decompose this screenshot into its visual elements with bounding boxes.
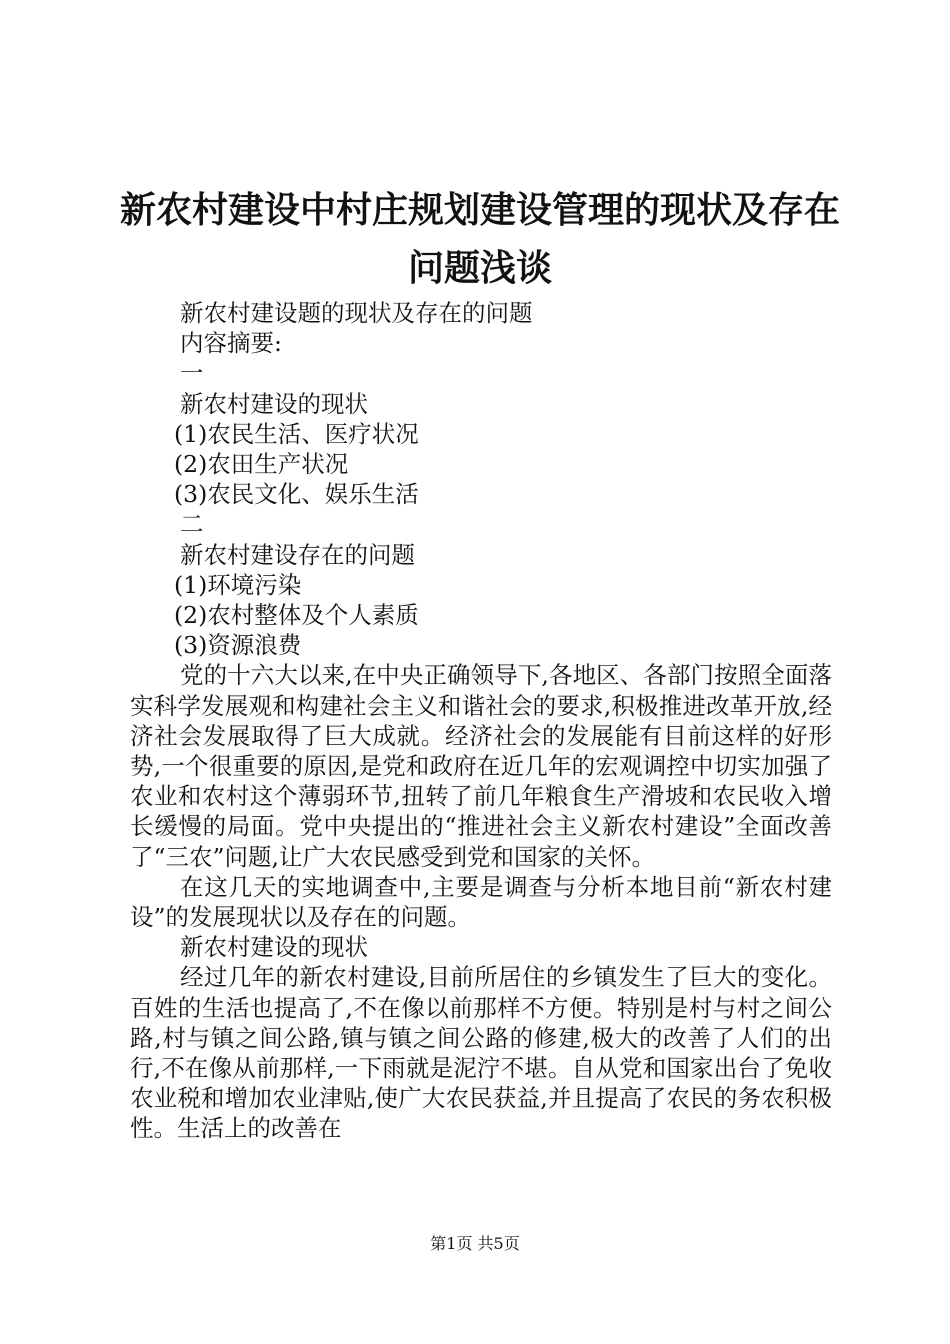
- document-body: [130, 298, 832, 1144]
- paragraph: 党的十六大以来,在中央正确领导下,各地区、各部门按照全面落实科学发展观和构建社会主义和谐社会的要求,积极推进改革开放,经济社会发展取得了巨大成就。经济社会的发展能有目前这样的好形势,一个很重要的原因,是党和政府在近几年的宏观调控中切实加强了农业和农村这个薄弱环节,扭转了前几年粮食生产滑坡和农民收入增长缓慢的局面。党中央提出的“推进社会主义新农村建设”全面改善了“三农”问题,让广大农民感受到党和国家的关怀。: [130, 661, 832, 871]
- section1-item: (1)农民生活、医疗状况: [174, 419, 419, 448]
- section2-item: (1)环境污染: [174, 570, 302, 599]
- section1-title: 新农村建设的现状: [180, 389, 368, 418]
- paragraph: 在这几天的实地调查中,主要是调查与分析本地目前“新农村建设”的发展现状以及存在的问题。: [130, 872, 832, 932]
- section1-item: (2)农田生产状况: [174, 450, 349, 479]
- document-title-line-1: 新农村建设中村庄规划建设管理的现状及存在: [120, 190, 841, 231]
- section-heading: 新农村建设的现状: [180, 933, 368, 962]
- paragraph: 经过几年的新农村建设,目前所居住的乡镇发生了巨大的变化。百姓的生活也提高了,不在像以前那样不方便。特别是村与村之间公路,村与镇之间公路,镇与镇之间公路的修建,极大的改善了人们的出行,不在像从前那样,一下雨就是泥泞不堪。自从党和国家出台了免收农业税和增加农业津贴,使广大农民获益,并且提高了农民的务农积极性。生活上的改善在: [130, 963, 832, 1143]
- section2-number: 二: [180, 510, 204, 539]
- abstract-label: 内容摘要:: [180, 329, 282, 358]
- section2-title: 新农村建设存在的问题: [180, 540, 415, 569]
- section1-number: 一: [180, 359, 204, 388]
- section2-item: (3)资源浪费: [174, 631, 302, 660]
- section1-item: (3)农民文化、娱乐生活: [174, 480, 419, 509]
- section2-item: (2)农村整体及个人素质: [174, 601, 419, 630]
- page-footer: 第1页 共5页: [430, 1234, 520, 1253]
- subtitle: 新农村建设题的现状及存在的问题: [180, 299, 533, 327]
- document-title-line-2: 问题浅谈: [407, 248, 552, 289]
